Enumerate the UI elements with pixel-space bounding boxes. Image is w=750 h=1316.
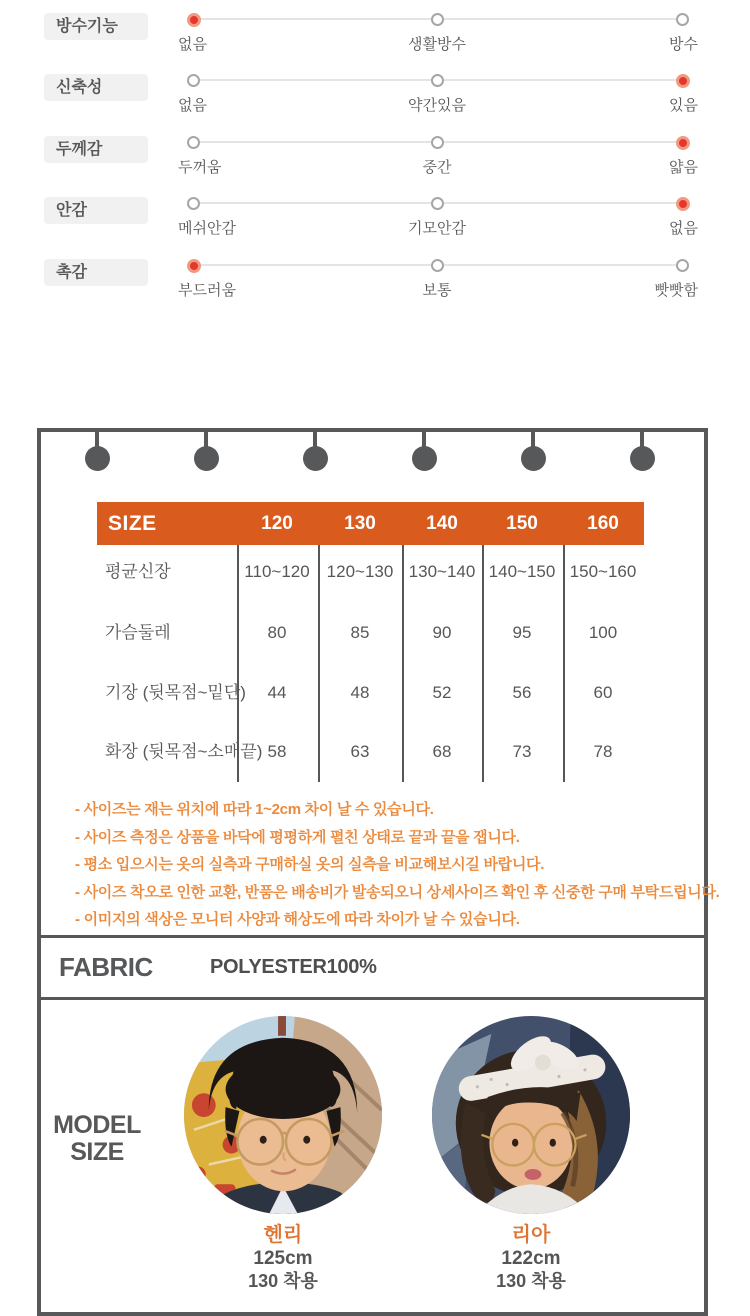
fabric-section bbox=[41, 949, 704, 985]
row-label: 가슴둘레 bbox=[105, 623, 171, 642]
scale-option-label: 생활방수 bbox=[408, 36, 466, 53]
size-title: SIZE bbox=[108, 512, 157, 535]
scale-dot[interactable] bbox=[431, 74, 444, 87]
hanger-pin-icon bbox=[303, 432, 328, 473]
table-cell: 52 bbox=[432, 683, 452, 702]
scale-dot[interactable] bbox=[431, 259, 444, 272]
table-cell: 85 bbox=[350, 623, 370, 642]
table-row bbox=[41, 679, 704, 707]
attribute-row-stretch bbox=[0, 74, 750, 136]
boy-portrait-illustration bbox=[184, 1016, 382, 1214]
size-column-header: 130 bbox=[344, 513, 376, 534]
table-row bbox=[41, 619, 704, 647]
hanger-pin-icon bbox=[85, 432, 110, 473]
table-cell: 60 bbox=[593, 683, 613, 702]
scale-option-label: 보통 bbox=[422, 282, 452, 299]
hanger-pin-icon bbox=[521, 432, 546, 473]
model-photo-henry bbox=[184, 1016, 382, 1214]
model-height: 122cm bbox=[501, 1248, 561, 1269]
attribute-chip-waterproof: 방수기능 bbox=[44, 13, 148, 40]
model-photo-ria bbox=[432, 1016, 630, 1214]
scale-dot[interactable] bbox=[187, 74, 200, 87]
model-card-ria bbox=[431, 1016, 631, 1292]
size-note: - 이미지의 색상은 모니터 사양과 해상도에 따라 차이가 날 수 있습니다. bbox=[75, 911, 520, 928]
row-label: 평균신장 bbox=[105, 562, 171, 581]
attribute-row-thickness bbox=[0, 136, 750, 198]
scale-dot[interactable] bbox=[676, 13, 689, 26]
model-size-label: MODEL SIZE bbox=[53, 1111, 141, 1166]
scale-option-label: 메쉬안감 bbox=[178, 220, 236, 237]
table-cell: 150~160 bbox=[569, 562, 637, 581]
scale-option-label: 얇음 bbox=[669, 159, 698, 176]
fabric-label: FABRIC bbox=[59, 952, 153, 982]
section-divider bbox=[41, 997, 704, 1000]
scale-dot[interactable] bbox=[676, 197, 690, 211]
table-cell: 78 bbox=[593, 742, 613, 761]
scale-option-label: 없음 bbox=[178, 97, 207, 114]
size-note: - 평소 입으시는 옷의 실측과 구매하실 옷의 실측을 비교해보시길 바랍니다. bbox=[75, 856, 545, 873]
attribute-row-waterproof bbox=[0, 13, 750, 75]
scale-dot[interactable] bbox=[187, 197, 200, 210]
row-label: 기장 (뒷목점~밑단) bbox=[105, 683, 246, 702]
attribute-chip-thickness: 두께감 bbox=[44, 136, 148, 163]
scale-option-label: 부드러움 bbox=[178, 282, 236, 299]
size-note: - 사이즈 착오로 인한 교환, 반품은 배송비가 발송되오니 상세사이즈 확인 후 신중한 구매 부탁드립니다. bbox=[75, 883, 720, 901]
hanger-pin-icon bbox=[630, 432, 655, 473]
attribute-row-lining bbox=[0, 197, 750, 259]
model-wearing-size: 130 착용 bbox=[248, 1271, 318, 1291]
size-note: - 사이즈 측정은 상품을 바닥에 평평하게 펼친 상태로 끝과 끝을 잽니다. bbox=[75, 828, 520, 846]
table-cell: 140~150 bbox=[488, 562, 556, 581]
table-cell: 130~140 bbox=[408, 562, 476, 581]
scale-dot[interactable] bbox=[676, 136, 690, 150]
scale-option-label: 약간있음 bbox=[408, 97, 466, 114]
hanger-pin-icon bbox=[194, 432, 219, 473]
row-label: 화장 (뒷목점~소매끝) bbox=[105, 742, 263, 761]
table-cell: 68 bbox=[432, 742, 452, 761]
table-cell: 100 bbox=[588, 623, 618, 642]
table-row bbox=[41, 738, 704, 766]
scale-dot[interactable] bbox=[676, 259, 689, 272]
attribute-chip-touch: 촉감 bbox=[44, 259, 148, 286]
scale-dot[interactable] bbox=[187, 259, 201, 273]
table-cell: 56 bbox=[512, 683, 532, 702]
model-height: 125cm bbox=[253, 1248, 313, 1269]
scale-option-label: 중간 bbox=[422, 159, 452, 176]
size-info-box bbox=[37, 428, 720, 1316]
model-name: 헨리 bbox=[263, 1224, 303, 1246]
table-cell: 73 bbox=[512, 742, 532, 761]
size-table-header bbox=[97, 502, 644, 545]
table-cell: 44 bbox=[267, 683, 287, 702]
size-column-header: 120 bbox=[261, 513, 293, 534]
model-wearing-size: 130 착용 bbox=[496, 1271, 566, 1291]
scale-dot[interactable] bbox=[431, 197, 444, 210]
hanger-pin-icon bbox=[412, 432, 437, 473]
size-note: - 사이즈는 재는 위치에 따라 1~2cm 차이 날 수 있습니다. bbox=[75, 801, 434, 818]
scale-dot[interactable] bbox=[187, 13, 201, 27]
size-column-header: 150 bbox=[506, 513, 538, 534]
table-cell: 58 bbox=[267, 742, 287, 761]
girl-portrait-illustration bbox=[432, 1016, 630, 1214]
fabric-value: POLYESTER100% bbox=[210, 956, 377, 978]
table-cell: 80 bbox=[267, 623, 287, 642]
scale-option-label: 있음 bbox=[669, 97, 698, 114]
table-cell: 110~120 bbox=[244, 562, 310, 581]
scale-option-label: 없음 bbox=[178, 36, 207, 53]
size-column-header: 140 bbox=[426, 513, 458, 534]
table-cell: 120~130 bbox=[326, 562, 394, 581]
table-cell: 48 bbox=[350, 683, 370, 702]
scale-option-label: 방수 bbox=[669, 36, 698, 53]
table-cell: 90 bbox=[432, 623, 452, 642]
scale-dot[interactable] bbox=[187, 136, 200, 149]
scale-option-label: 기모안감 bbox=[408, 220, 466, 237]
model-name: 리아 bbox=[511, 1224, 551, 1246]
scale-option-label: 빳빳함 bbox=[654, 282, 698, 299]
section-divider bbox=[41, 935, 704, 938]
scale-dot[interactable] bbox=[431, 13, 444, 26]
scale-dot[interactable] bbox=[676, 74, 690, 88]
size-column-header: 160 bbox=[587, 513, 619, 534]
table-cell: 63 bbox=[350, 742, 370, 761]
attribute-chip-lining: 안감 bbox=[44, 197, 148, 224]
size-notes bbox=[75, 796, 720, 934]
scale-dot[interactable] bbox=[431, 136, 444, 149]
attribute-chip-stretch: 신축성 bbox=[44, 74, 148, 101]
scale-option-label: 없음 bbox=[669, 220, 698, 237]
table-cell: 95 bbox=[512, 623, 532, 642]
scale-option-label: 두꺼움 bbox=[178, 159, 222, 176]
table-row bbox=[41, 558, 704, 586]
model-card-henry bbox=[183, 1016, 383, 1292]
attribute-row-touch bbox=[0, 259, 750, 321]
